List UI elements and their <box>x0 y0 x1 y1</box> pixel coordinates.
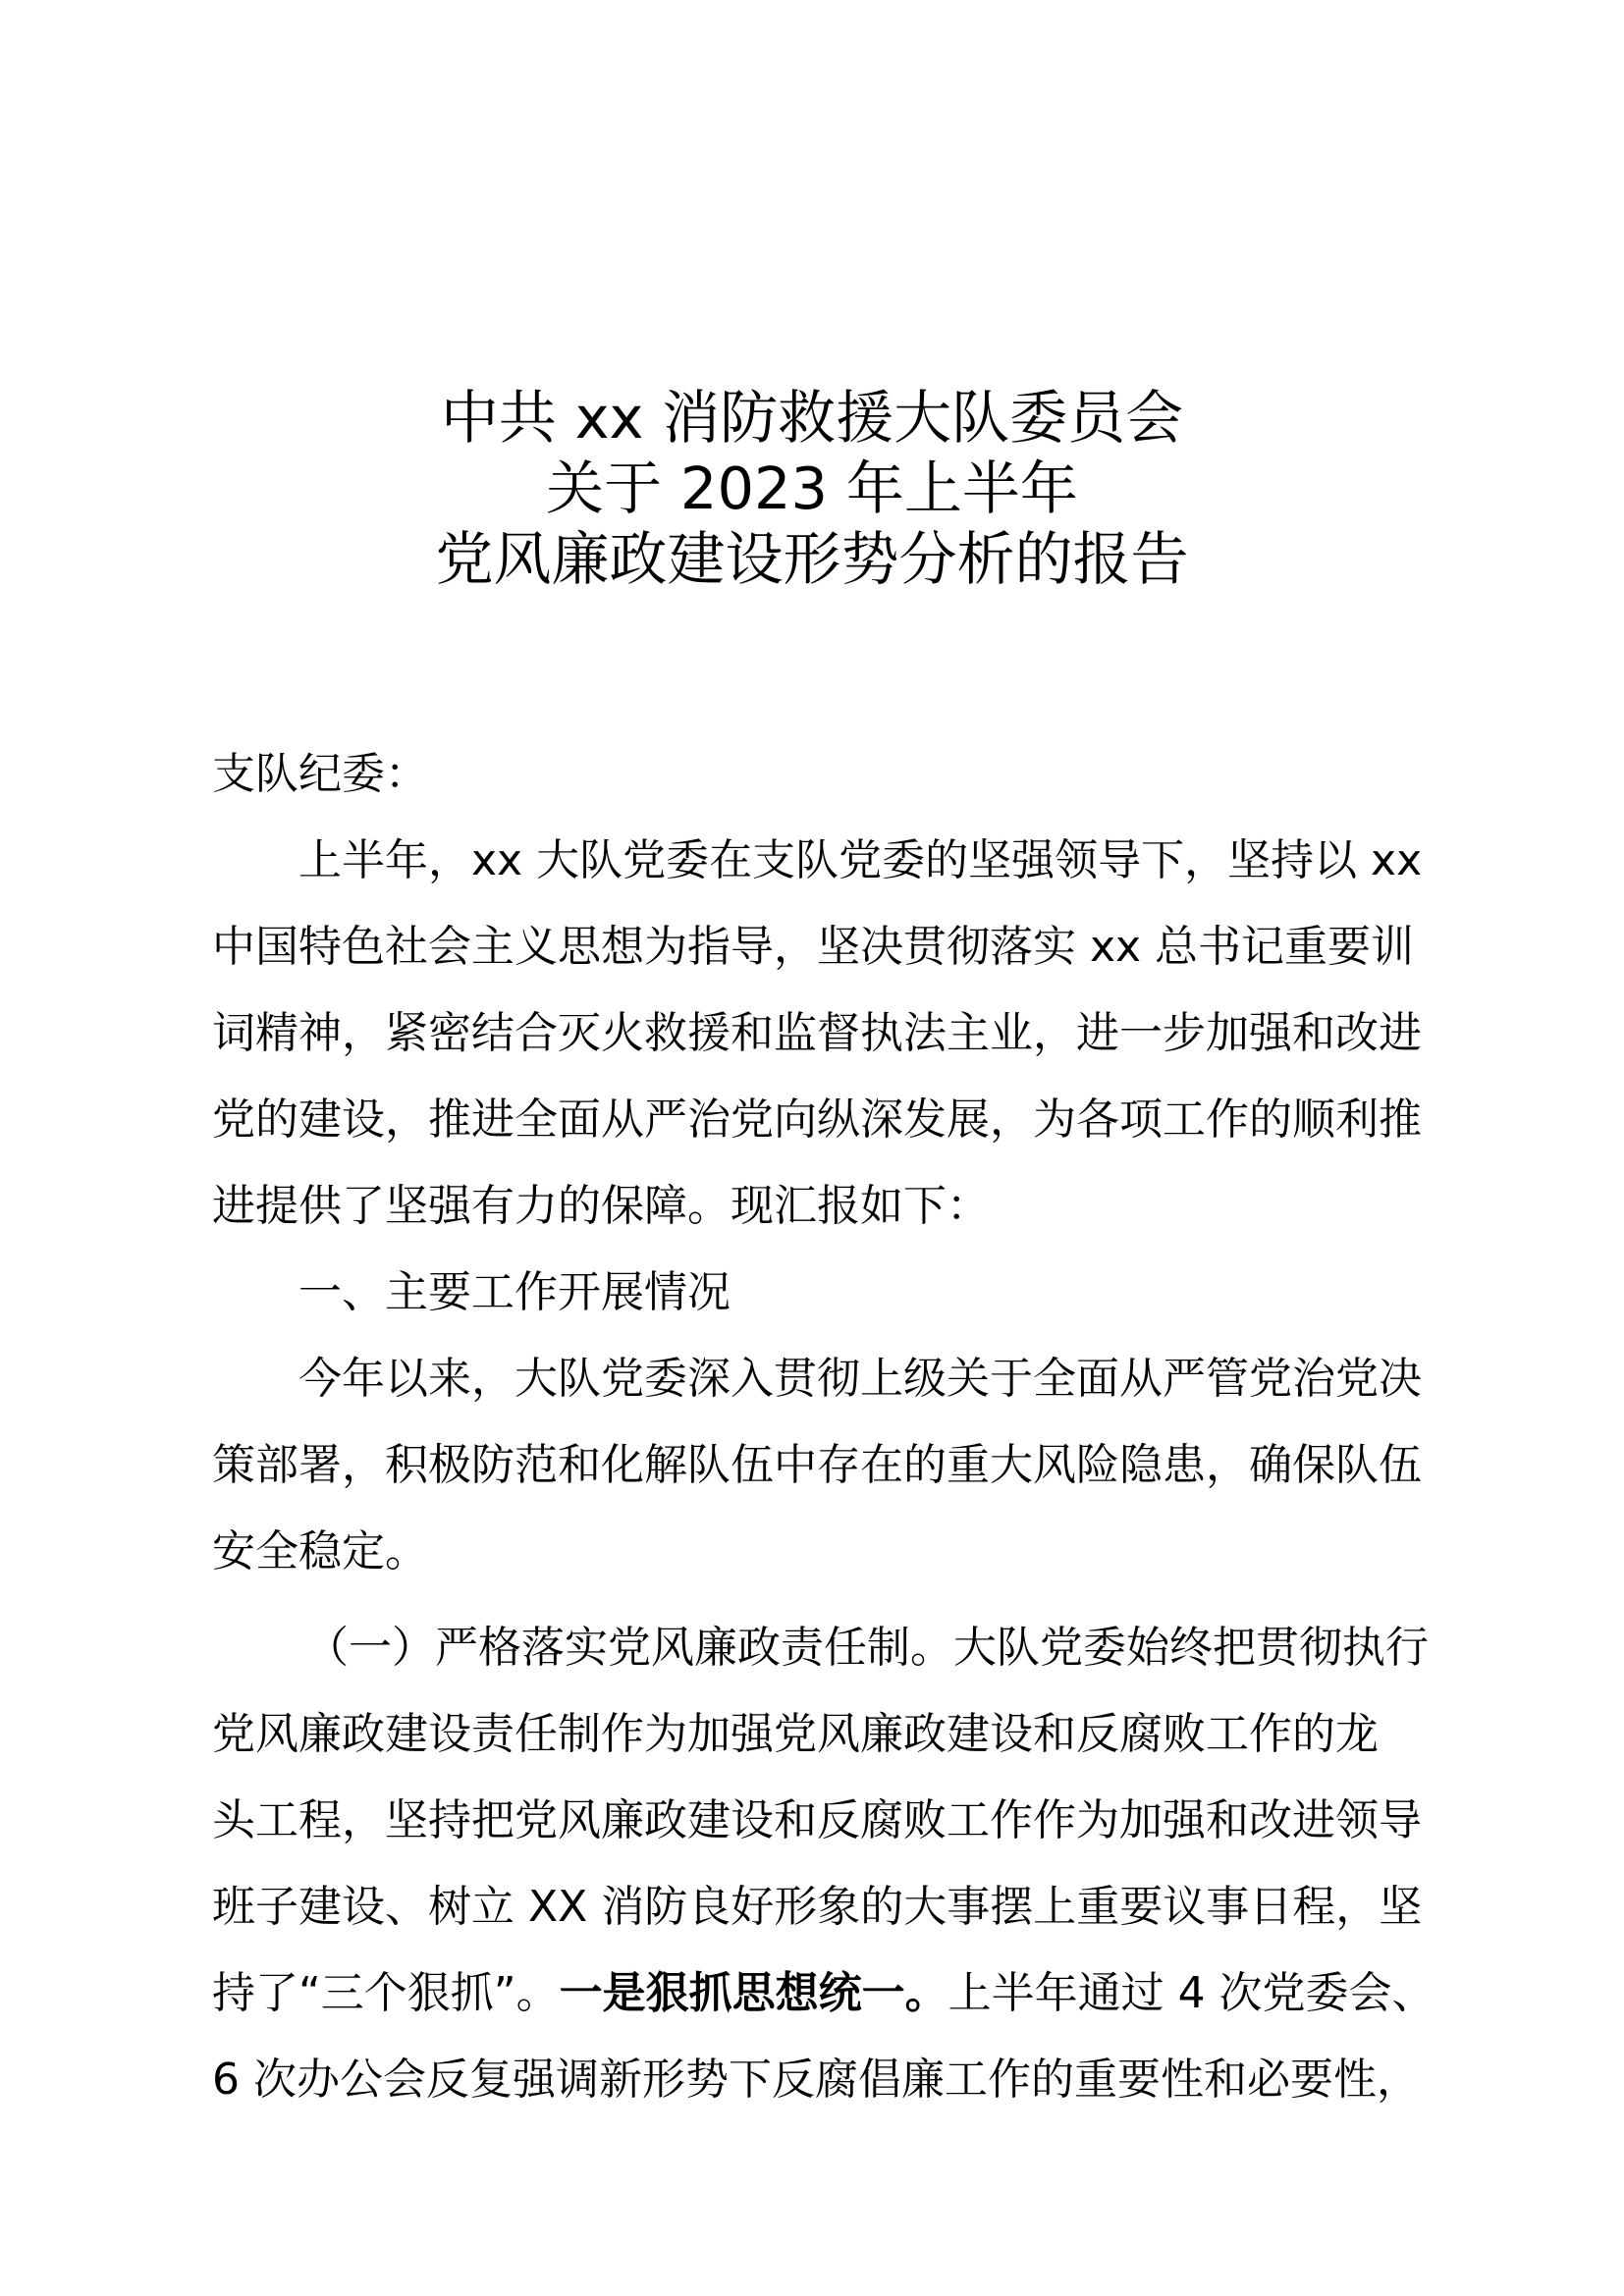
subsection-line-5-pre: 持了“三个狠抓”。 <box>212 1968 560 2018</box>
intro-line-1: 上半年，xx 大队党委在支队党委的坚强领导下，坚持以 xx <box>298 835 1423 885</box>
subsection-line-2: 党风廉政建设责任制作为加强党风廉政建设和反腐败工作的龙 <box>212 1709 1379 1759</box>
subsection-line-4: 班子建设、树立 XX 消防良好形象的大事摆上重要议事日程，坚 <box>212 1882 1423 1932</box>
intro-line-4: 党的建设，推进全面从严治党向纵深发展，为各项工作的顺利推 <box>212 1095 1422 1145</box>
subsection-line-1: （一）严格落实党风廉政责任制。大队党委始终把贯彻执行 <box>305 1623 1429 1673</box>
subsection-line-6: 6 次办公会反复强调新形势下反腐倡廉工作的重要性和必要性， <box>212 2055 1420 2105</box>
document-title <box>0 383 1624 595</box>
subsection-line-5 <box>212 1950 1435 2037</box>
document-body <box>212 731 1435 2123</box>
intro-line-2: 中国特色社会主义思想为指导，坚决贯彻落实 xx 总书记重要训 <box>212 922 1415 972</box>
section-intro-line-3: 安全稳定。 <box>212 1526 428 1576</box>
intro-line-5: 进提供了坚强有力的保障。现汇报如下： <box>212 1181 990 1231</box>
subsection-line-5-post: 上半年通过 4 次党委会、 <box>947 1968 1435 2018</box>
salutation: 支队纪委： <box>212 749 428 799</box>
section-heading: 一、主要工作开展情况 <box>298 1267 731 1317</box>
intro-line-3: 词精神，紧密结合灭火救援和监督执法主业，进一步加强和改进 <box>212 1008 1422 1058</box>
title-line-3: 党风廉政建设形势分析的报告 <box>435 525 1189 593</box>
title-line-2: 关于 2023 年上半年 <box>546 454 1078 522</box>
section-intro-line-1: 今年以来，大队党委深入贯彻上级关于全面从严管党治党决 <box>298 1354 1422 1404</box>
subsection-line-3: 头工程，坚持把党风廉政建设和反腐败工作作为加强和改进领导 <box>212 1795 1422 1845</box>
title-line-1: 中共 xx 消防救援大队委员会 <box>440 384 1184 452</box>
paragraph-gap <box>212 1595 1430 1605</box>
subsection-line-5-bold: 一是狠抓思想统一。 <box>559 1968 948 2018</box>
section-intro-line-2: 策部署，积极防范和化解队伍中存在的重大风险隐患，确保队伍 <box>212 1440 1422 1490</box>
